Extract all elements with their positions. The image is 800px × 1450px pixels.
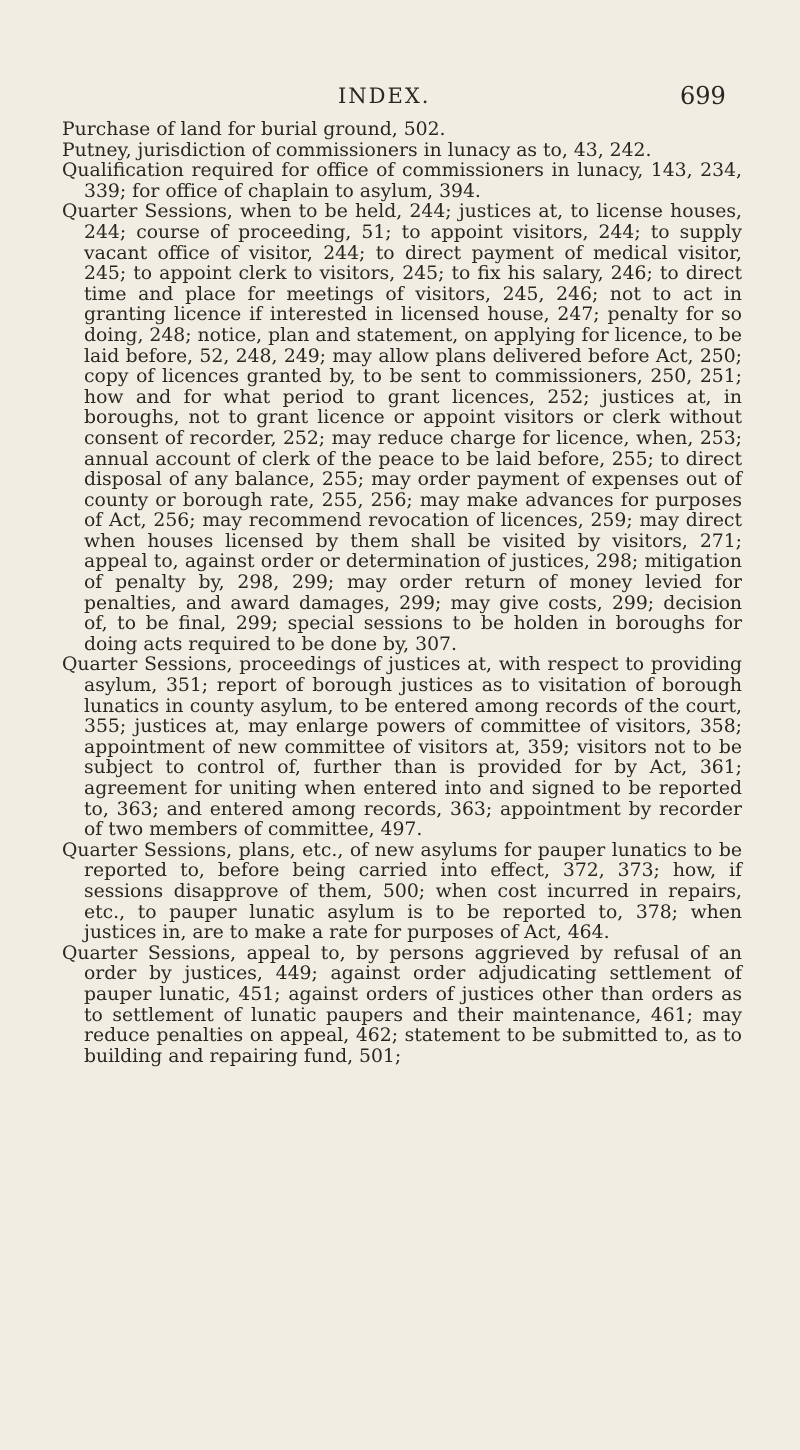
index-entry: Quarter Sessions, appeal to, by persons aggrieved by refusal of an order by justices, 449; against order adjudicating settlement of pauper lunatic, 451; against orders of justices other than orders as to settlement of lunatic paupers and their maintenance, 461; may reduce penalties on appeal, 462; statement to be submitted to, as to building and repairing fund, 501; (62, 942, 742, 1067)
index-entry: Qualification required for office of commissioners in lunacy, 143, 234, 339; for office of chaplain to asylum, 394. (62, 160, 742, 202)
index-entry: Purchase of land for burial ground, 502. (62, 119, 446, 140)
page-number: 699 (680, 82, 726, 110)
index-entry: Quarter Sessions, when to be held, 244; justices at, to license houses, 244; course of proceeding, 51; to appoint visitors, 244; to supply vacant office of visitor, 244; to direct payment of medical visitor, 245; to appoint clerk to visitors, 245; to fix his salary, 246; to direct time and place for meetings of visitors, 245, 246; not to act in granting licence if interested in licensed house, 247; penalty for so doing, 248; notice, plan and statement, on applying for licence, to be laid before, 52, 248, 249; may allow plans delivered before Act, 250; copy of licences granted by, to be sent to commissioners, 250, 251; how and for what period to grant licences, 252; justices at, in boroughs, not to grant licence or appoint visitors or clerk without consent of recorder, 252; may reduce charge for licence, when, 253; annual account of clerk of the peace to be laid before, 255; to direct disposal of any balance, 255; may order payment of expenses out of county or borough rate, 255, 256; may make advances for purposes of Act, 256; may recommend revocation of licences, 259; may direct when houses licensed by them shall be visited by visitors, 271; appeal to, against order or determination of justices, 298; mitigation of penalty by, 298, 299; may order return of money levied for penalties, and award damages, 299; may give costs, 299; decision of, to be final, 299; special sessions to be holden in boroughs for doing acts required to be done by, 307. (62, 201, 743, 655)
running-title: INDEX. (338, 84, 431, 108)
page-header (0, 84, 800, 114)
index-entry: Quarter Sessions, proceedings of justices at, with respect to providing asylum, 351; report of borough justices as to visitation of borough lunatics in county asylum, to be entered among records of the court, 355; justices at, may enlarge powers of committee of visitors, 358; appointment of new committee of visitors at, 359; visitors not to be subject to control of, further than is provided for by Act, 361; agreement for uniting when entered into and signed to be reported to, 363; and entered among records, 363; appointment by recorder of two members of committee, 497. (62, 654, 742, 841)
index-body (62, 120, 742, 1067)
index-entry: Quarter Sessions, plans, etc., of new asylums for pauper lunatics to be reported to, before being carried into effect, 372, 373; how, if sessions disapprove of them, 500; when cost incurred in repairs, etc., to pauper lunatic asylum is to be reported to, 378; when justices in, are to make a rate for purposes of Act, 464. (62, 839, 742, 944)
index-entry: Putney, jurisdiction of commissioners in lunacy as to, 43, 242. (62, 139, 652, 161)
